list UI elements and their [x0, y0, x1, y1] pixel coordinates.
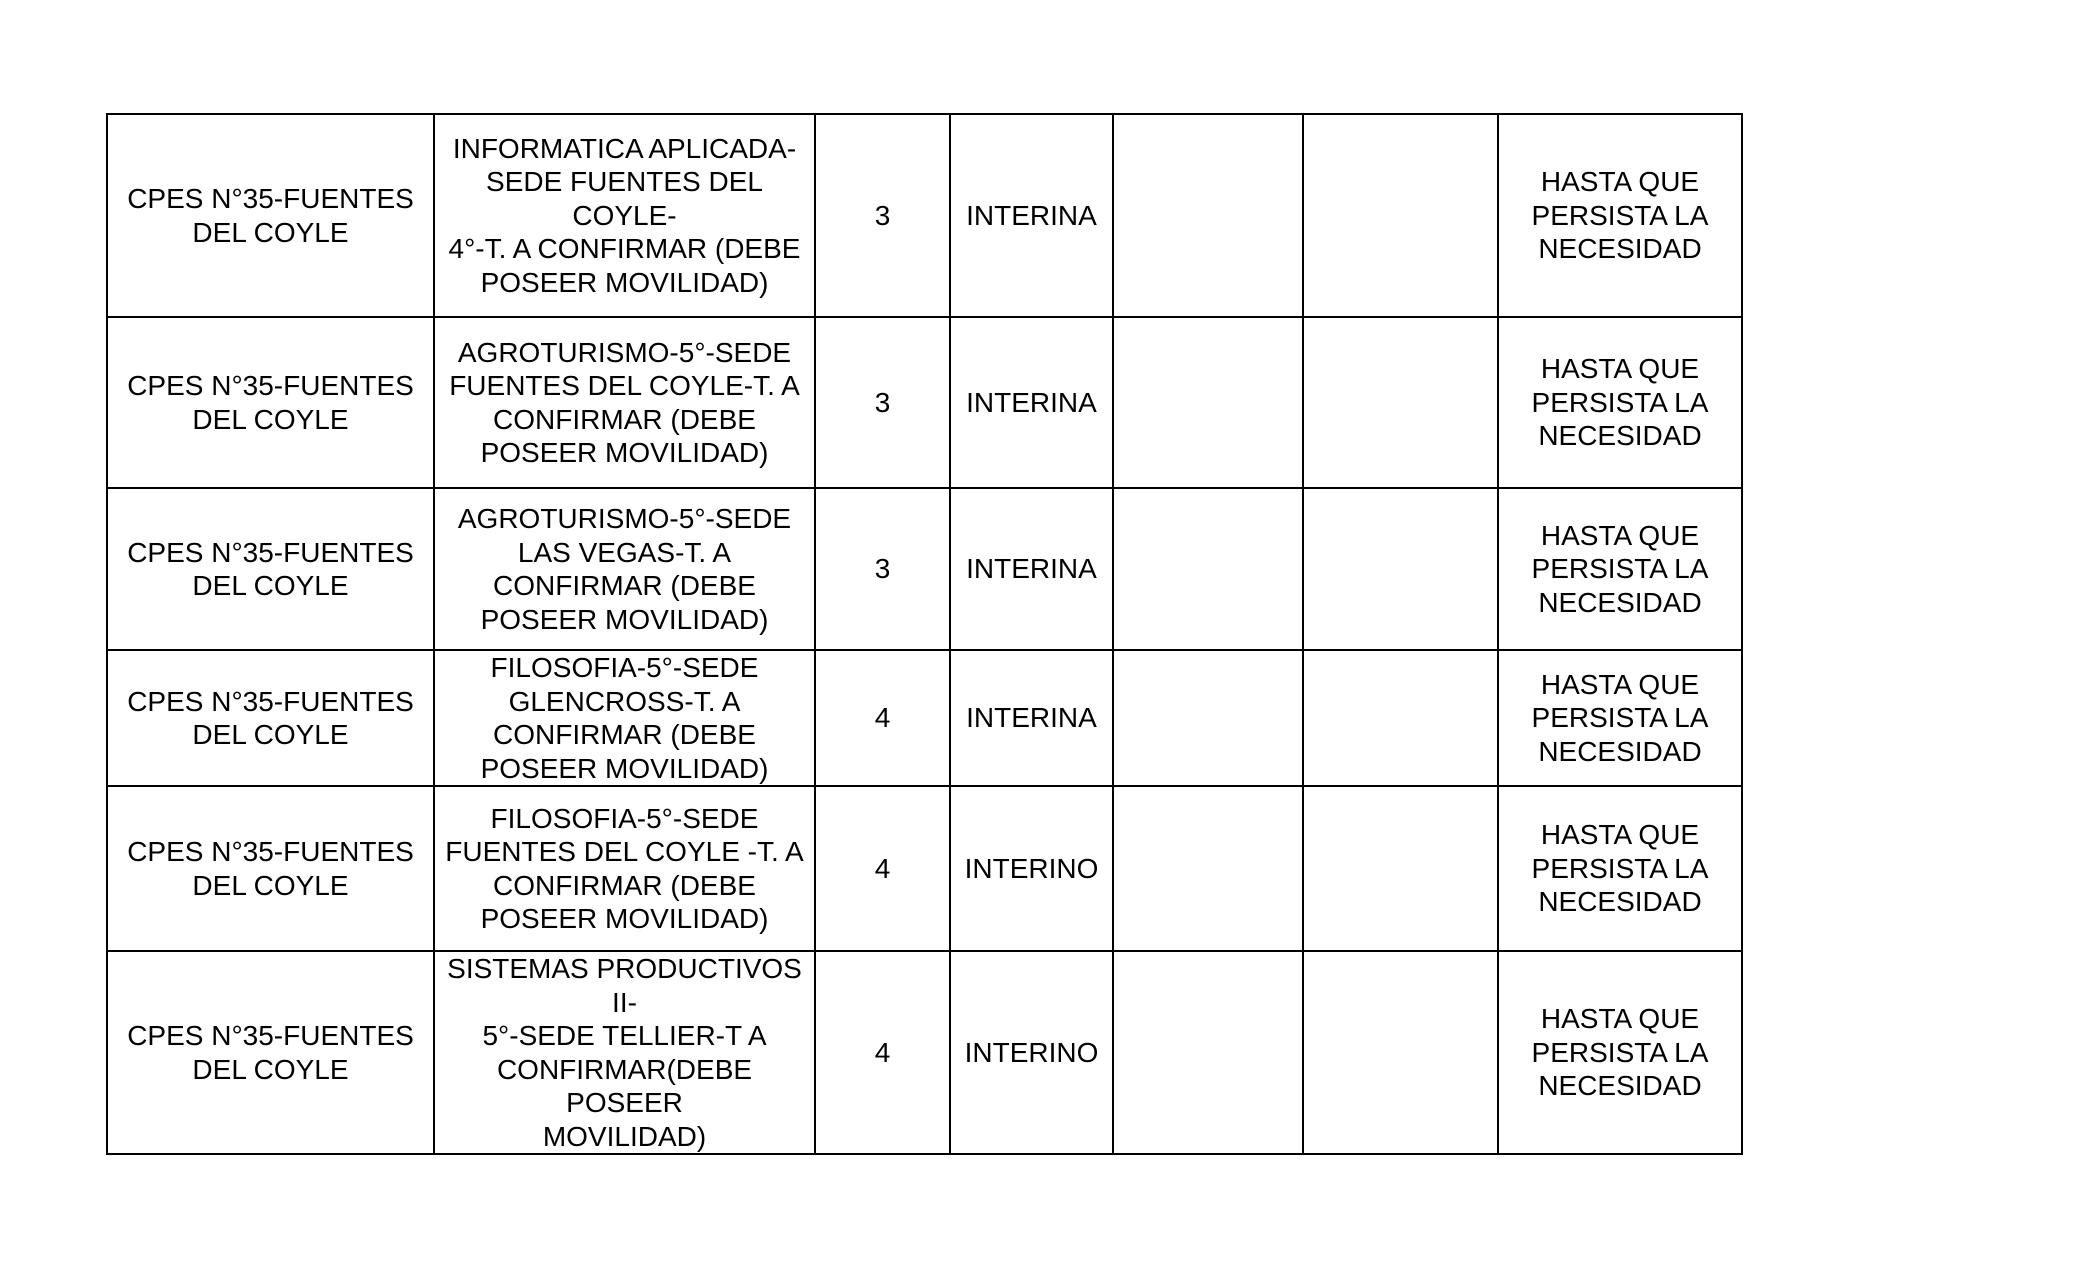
empty-cell [1303, 488, 1498, 650]
empty-cell [1113, 650, 1303, 786]
subject-cell: FILOSOFIA-5°-SEDE FUENTES DEL COYLE -T. A CONFIRMAR (DEBE POSEER MOVILIDAD) [434, 786, 815, 951]
empty-cell [1113, 488, 1303, 650]
empty-cell [1113, 317, 1303, 488]
table-row [107, 114, 1742, 317]
vacancy-table [106, 113, 1743, 1155]
duration-cell: HASTA QUE PERSISTA LA NECESIDAD [1498, 786, 1742, 951]
status-cell: INTERINA [950, 317, 1113, 488]
duration-cell: HASTA QUE PERSISTA LA NECESIDAD [1498, 951, 1742, 1154]
hours-cell: 4 [815, 786, 950, 951]
subject-cell: SISTEMAS PRODUCTIVOS II- 5°-SEDE TELLIER-T A CONFIRMAR(DEBE POSEER MOVILIDAD) [434, 951, 815, 1154]
duration-cell: HASTA QUE PERSISTA LA NECESIDAD [1498, 114, 1742, 317]
institution-cell: CPES N°35-FUENTES DEL COYLE [107, 650, 434, 786]
hours-cell: 3 [815, 488, 950, 650]
status-cell: INTERINA [950, 114, 1113, 317]
status-cell: INTERINA [950, 650, 1113, 786]
duration-cell: HASTA QUE PERSISTA LA NECESIDAD [1498, 650, 1742, 786]
hours-cell: 4 [815, 650, 950, 786]
table-row [107, 317, 1742, 488]
institution-cell: CPES N°35-FUENTES DEL COYLE [107, 114, 434, 317]
hours-cell: 4 [815, 951, 950, 1154]
empty-cell [1303, 951, 1498, 1154]
status-cell: INTERINO [950, 951, 1113, 1154]
institution-cell: CPES N°35-FUENTES DEL COYLE [107, 488, 434, 650]
subject-cell: FILOSOFIA-5°-SEDE GLENCROSS-T. A CONFIRMAR (DEBE POSEER MOVILIDAD) [434, 650, 815, 786]
duration-cell: HASTA QUE PERSISTA LA NECESIDAD [1498, 488, 1742, 650]
table-row [107, 650, 1742, 786]
table-row [107, 488, 1742, 650]
empty-cell [1303, 317, 1498, 488]
institution-cell: CPES N°35-FUENTES DEL COYLE [107, 786, 434, 951]
status-cell: INTERINO [950, 786, 1113, 951]
empty-cell [1303, 114, 1498, 317]
hours-cell: 3 [815, 317, 950, 488]
subject-cell: AGROTURISMO-5°-SEDE LAS VEGAS-T. A CONFIRMAR (DEBE POSEER MOVILIDAD) [434, 488, 815, 650]
empty-cell [1303, 650, 1498, 786]
subject-cell: INFORMATICA APLICADA- SEDE FUENTES DEL COYLE- 4°-T. A CONFIRMAR (DEBE POSEER MOVILIDAD) [434, 114, 815, 317]
table-row [107, 786, 1742, 951]
empty-cell [1113, 951, 1303, 1154]
status-cell: INTERINA [950, 488, 1113, 650]
hours-cell: 3 [815, 114, 950, 317]
subject-cell: AGROTURISMO-5°-SEDE FUENTES DEL COYLE-T. A CONFIRMAR (DEBE POSEER MOVILIDAD) [434, 317, 815, 488]
table-row [107, 951, 1742, 1154]
empty-cell [1113, 114, 1303, 317]
empty-cell [1113, 786, 1303, 951]
institution-cell: CPES N°35-FUENTES DEL COYLE [107, 317, 434, 488]
empty-cell [1303, 786, 1498, 951]
institution-cell: CPES N°35-FUENTES DEL COYLE [107, 951, 434, 1154]
duration-cell: HASTA QUE PERSISTA LA NECESIDAD [1498, 317, 1742, 488]
